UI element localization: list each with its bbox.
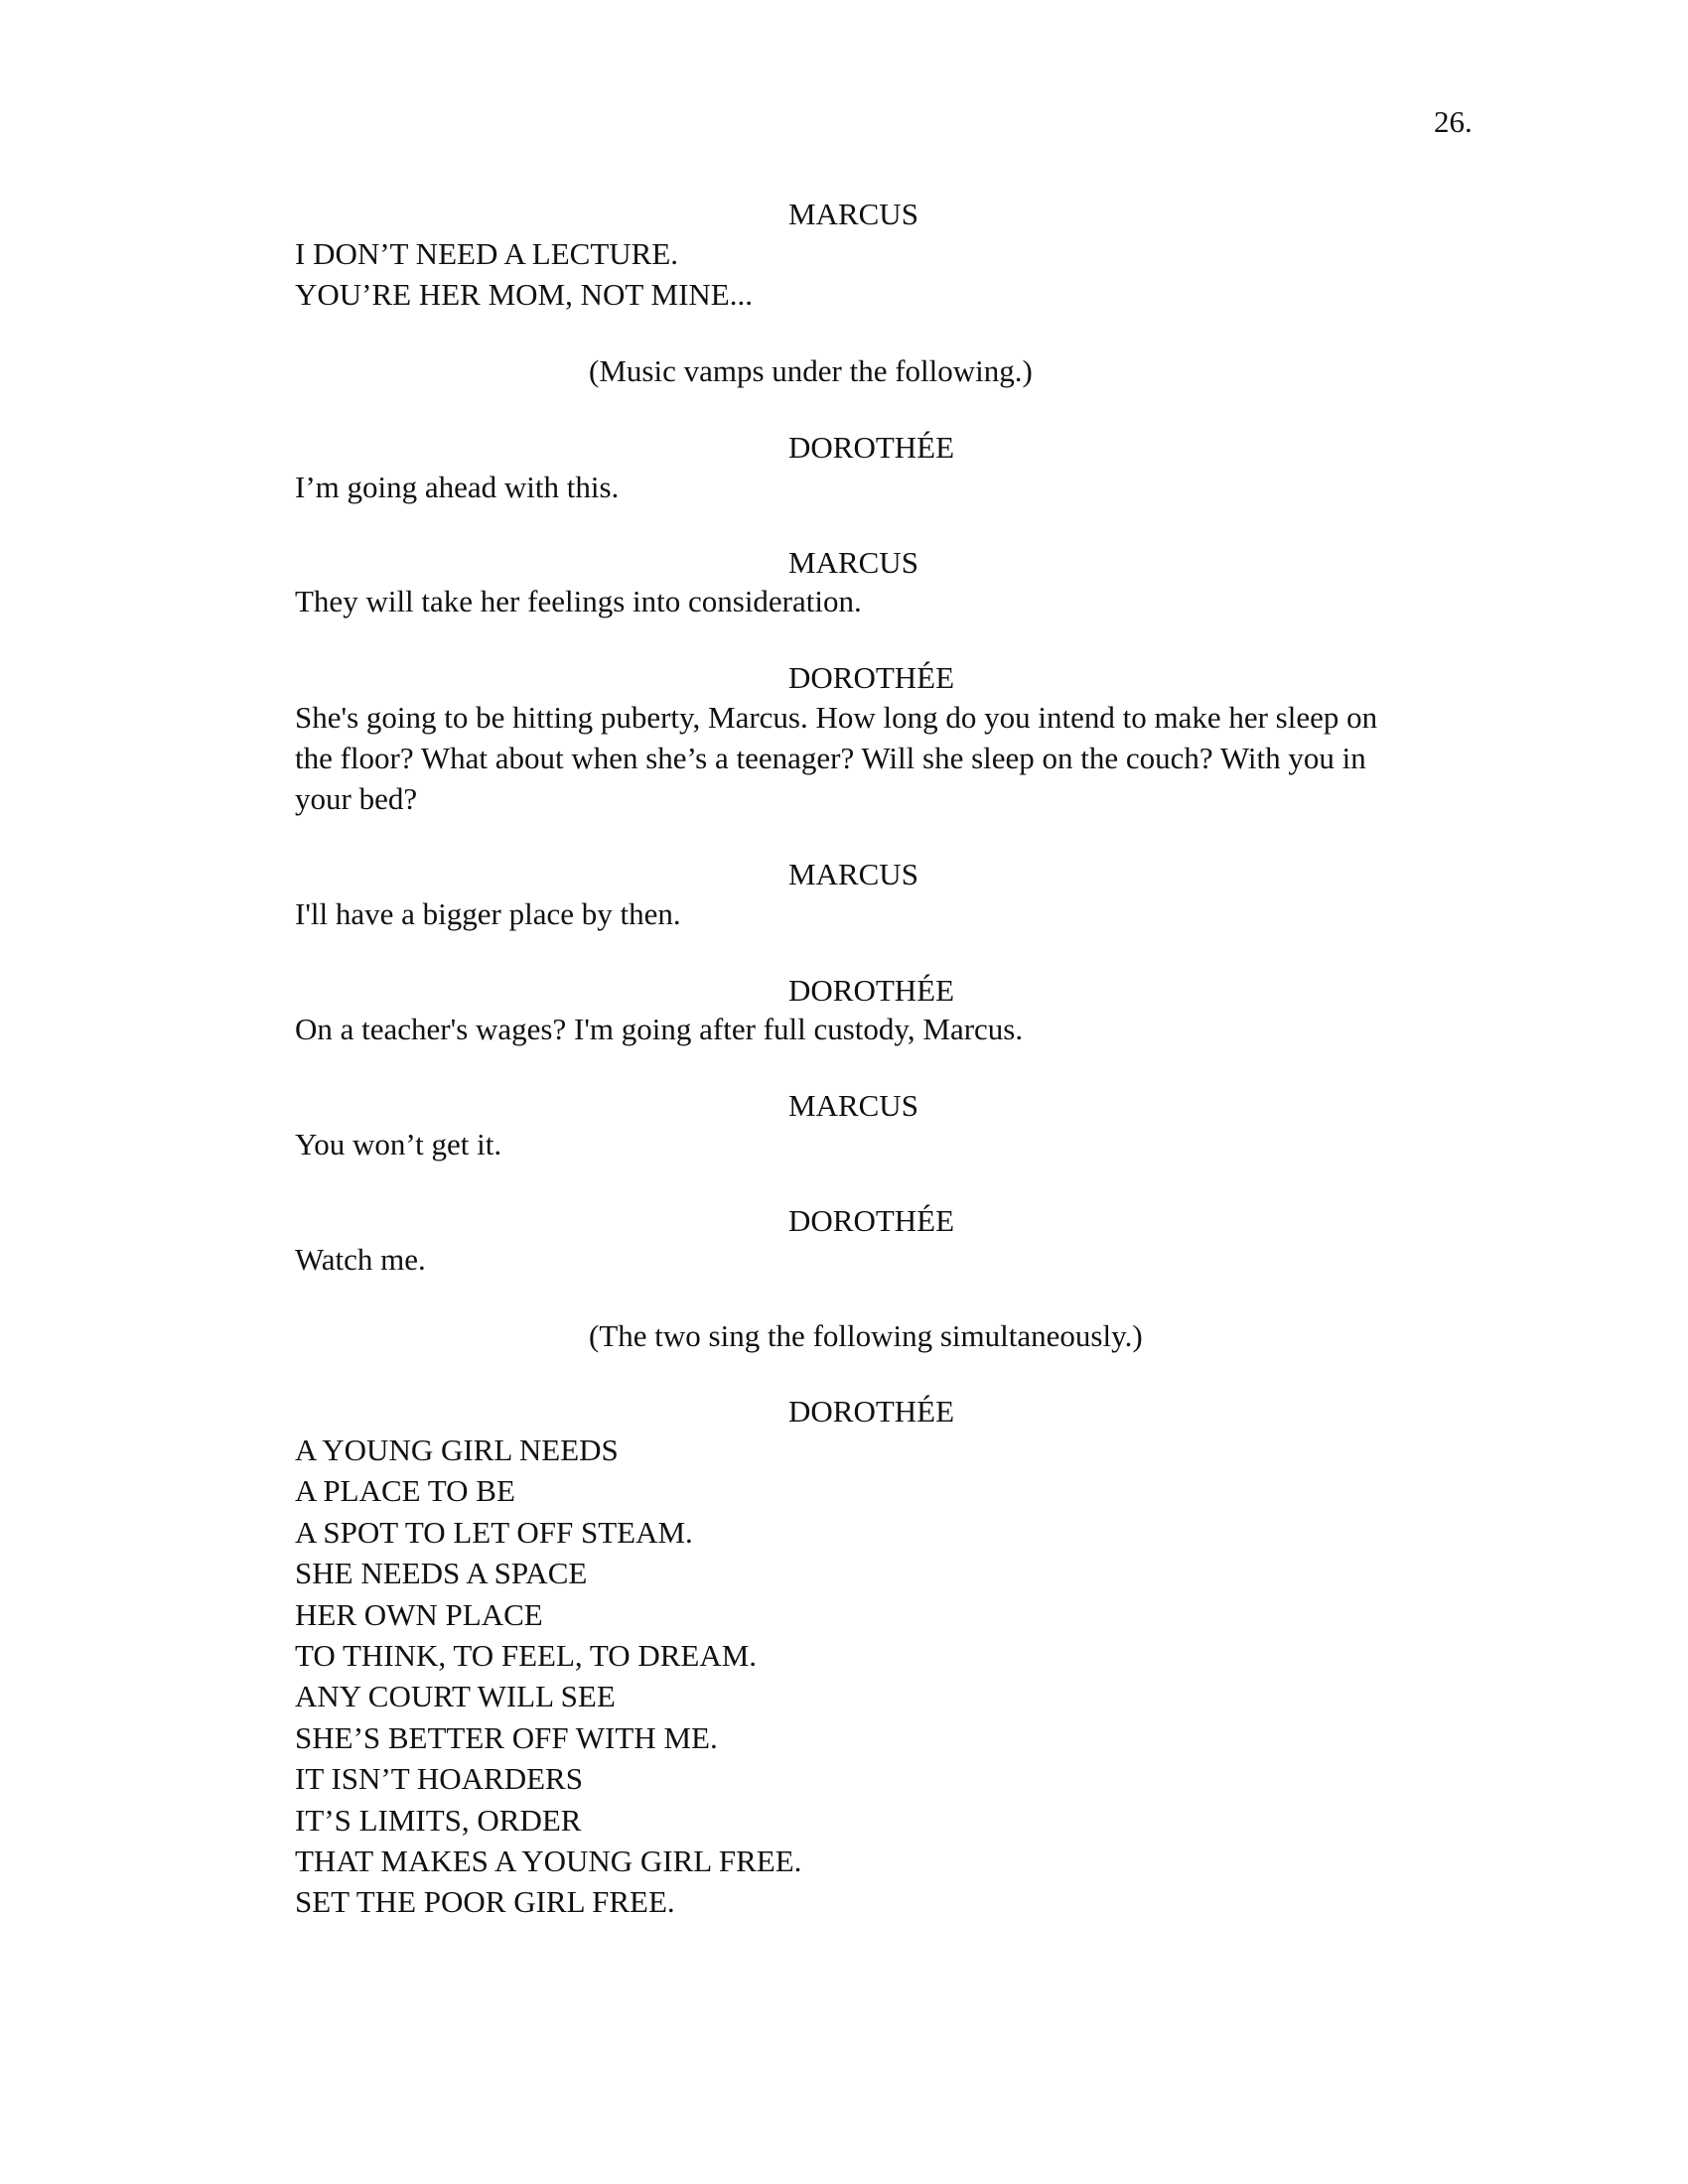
- lyric-line: THAT MAKES A YOUNG GIRL FREE.: [295, 1843, 802, 1878]
- lyric-line: SET THE POOR GIRL FREE.: [295, 1884, 675, 1920]
- dialogue-line: the floor? What about when she’s a teenager? Will she sleep on the couch? With you in: [295, 741, 1366, 775]
- speaker-name: MARCUS: [788, 1088, 918, 1123]
- speaker-name: DOROTHÉE: [788, 1394, 955, 1429]
- lyric-line: I DON’T NEED A LECTURE.: [295, 236, 679, 271]
- lyric-line: IT ISN’T HOARDERS: [295, 1761, 583, 1797]
- lyric-line: YOU’RE HER MOM, NOT MINE...: [295, 277, 753, 312]
- speaker-name: MARCUS: [788, 545, 918, 580]
- lyric-line: A SPOT TO LET OFF STEAM.: [295, 1514, 693, 1550]
- dialogue-line: your bed?: [295, 781, 418, 816]
- speaker-name: DOROTHÉE: [788, 430, 955, 465]
- lyric-line: SHE NEEDS A SPACE: [295, 1556, 588, 1591]
- speaker-name: MARCUS: [788, 197, 918, 231]
- speaker-name: DOROTHÉE: [788, 660, 955, 695]
- dialogue-line: On a teacher's wages? I'm going after full custody, Marcus.: [295, 1012, 1024, 1046]
- lyric-line: A PLACE TO BE: [295, 1473, 515, 1509]
- lyrics-block: [295, 1430, 801, 1923]
- lyric-line: TO THINK, TO FEEL, TO DREAM.: [295, 1637, 758, 1673]
- speaker-name: DOROTHÉE: [788, 973, 955, 1008]
- dialogue-line: You won’t get it.: [295, 1127, 502, 1161]
- dialogue-line: They will take her feelings into consideration.: [295, 584, 862, 618]
- lyric-line: A YOUNG GIRL NEEDS: [295, 1433, 619, 1467]
- dialogue-line: She's going to be hitting puberty, Marcus. How long do you intend to make her sleep on: [295, 700, 1378, 735]
- stage-direction: (Music vamps under the following.): [589, 353, 1033, 388]
- page-number: 26.: [1434, 104, 1473, 139]
- lyric-line: HER OWN PLACE: [295, 1596, 543, 1632]
- lyric-line: SHE’S BETTER OFF WITH ME.: [295, 1719, 718, 1755]
- lyric-line: ANY COURT WILL SEE: [295, 1679, 616, 1714]
- dialogue-line: Watch me.: [295, 1242, 426, 1277]
- speaker-name: DOROTHÉE: [788, 1203, 955, 1238]
- dialogue-line: I’m going ahead with this.: [295, 470, 620, 504]
- speaker-name: MARCUS: [788, 857, 918, 891]
- stage-direction: (The two sing the following simultaneously.): [589, 1318, 1143, 1353]
- dialogue-line: I'll have a bigger place by then.: [295, 896, 681, 931]
- lyric-line: IT’S LIMITS, ORDER: [295, 1802, 582, 1838]
